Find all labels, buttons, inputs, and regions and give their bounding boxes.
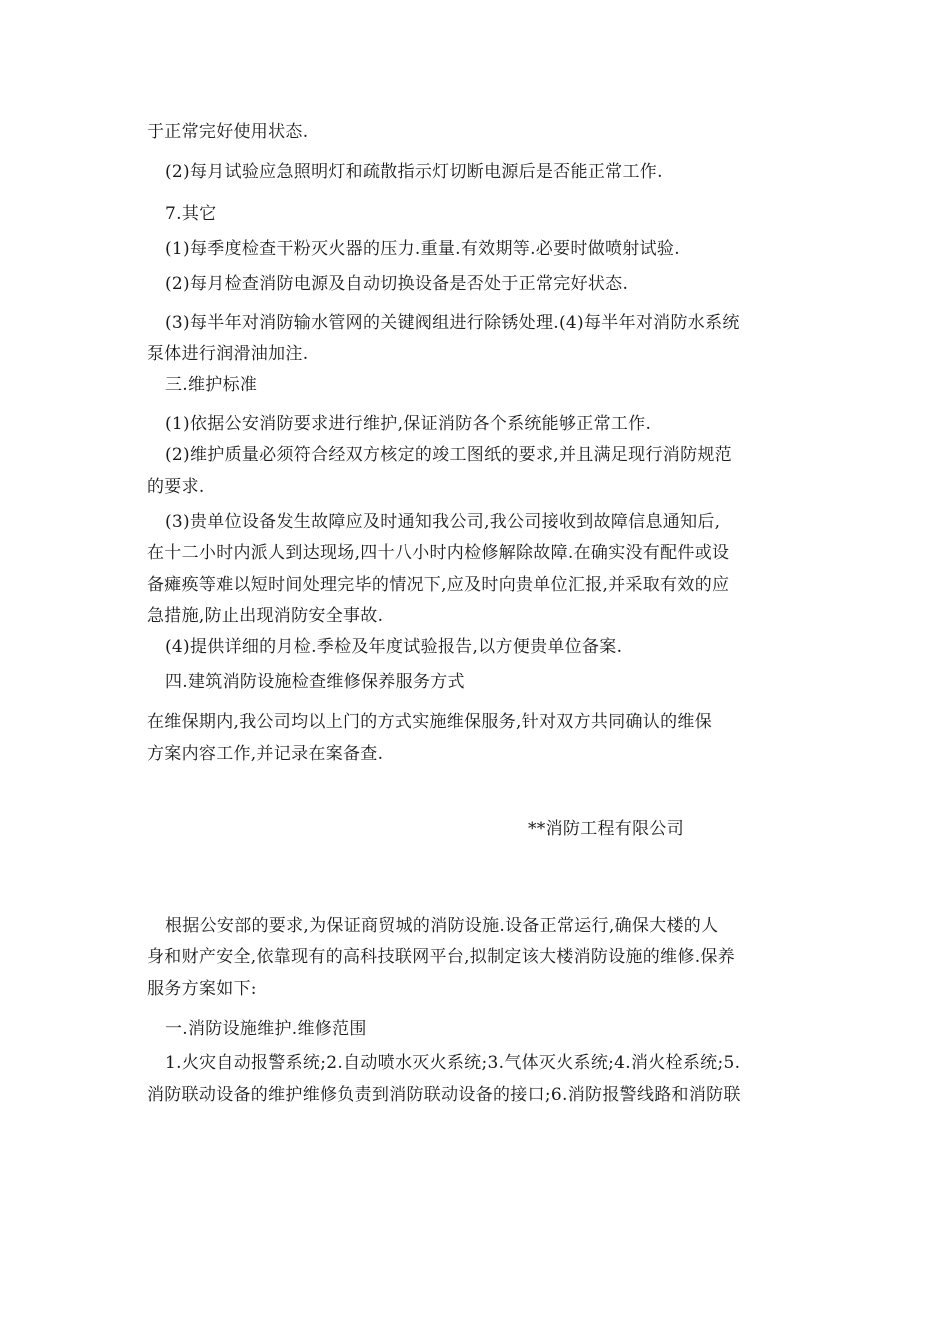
- text-line: (4)提供详细的月检.季检及年度试验报告,以方便贵单位备案.: [165, 637, 623, 657]
- text-line: 方案内容工作,并记录在案备查.: [147, 744, 384, 764]
- text-line: (2)每月检查消防电源及自动切换设备是否处于正常完好状态.: [165, 274, 629, 294]
- text-line: 消防联动设备的维护维修负责到消防联动设备的接口;6.消防报警线路和消防联: [147, 1085, 741, 1105]
- text-line: (3)贵单位设备发生故障应及时通知我公司,我公司接收到故障信息通知后,: [165, 512, 721, 532]
- company-signature: **消防工程有限公司: [528, 819, 684, 839]
- text-line: 备瘫痪等难以短时间处理完毕的情况下,应及时向贵单位汇报,并采取有效的应: [147, 575, 730, 595]
- text-line: 于正常完好使用状态.: [147, 122, 309, 142]
- text-line: 身和财产安全,依靠现有的高科技联网平台,拟制定该大楼消防设施的维修.保养: [147, 947, 736, 967]
- text-line: 的要求.: [147, 477, 205, 497]
- text-line: 根据公安部的要求,为保证商贸城的消防设施.设备正常运行,确保大楼的人: [165, 916, 719, 936]
- section-heading: 三.维护标准: [165, 375, 258, 395]
- text-line: 泵体进行润滑油加注.: [147, 344, 309, 364]
- text-line: 在维保期内,我公司均以上门的方式实施维保服务,针对双方共同确认的维保: [147, 712, 713, 732]
- text-line: 急措施,防止出现消防安全事故.: [147, 606, 384, 626]
- text-line: (2)每月试验应急照明灯和疏散指示灯切断电源后是否能正常工作.: [165, 162, 663, 182]
- section-heading: 一.消防设施维护.维修范围: [165, 1019, 367, 1039]
- text-line: (2)维护质量必须符合经双方核定的竣工图纸的要求,并且满足现行消防规范: [165, 445, 732, 465]
- text-line: 在十二小时内派人到达现场,四十八小时内检修解除故障.在确实没有配件或设: [147, 543, 730, 563]
- text-line: (1)依据公安消防要求进行维护,保证消防各个系统能够正常工作.: [165, 414, 652, 434]
- text-line: (3)每半年对消防输水管网的关键阀组进行除锈处理.(4)每半年对消防水系统: [165, 313, 740, 333]
- text-line: 1.火灾自动报警系统;2.自动喷水灭火系统;3.气体灭火系统;4.消火栓系统;5.: [165, 1053, 741, 1073]
- section-heading: 四.建筑消防设施检查维修保养服务方式: [165, 672, 465, 692]
- text-line: 服务方案如下:: [147, 979, 257, 999]
- section-heading: 7.其它: [165, 204, 217, 224]
- text-line: (1)每季度检查干粉灭火器的压力.重量.有效期等.必要时做喷射试验.: [165, 239, 680, 259]
